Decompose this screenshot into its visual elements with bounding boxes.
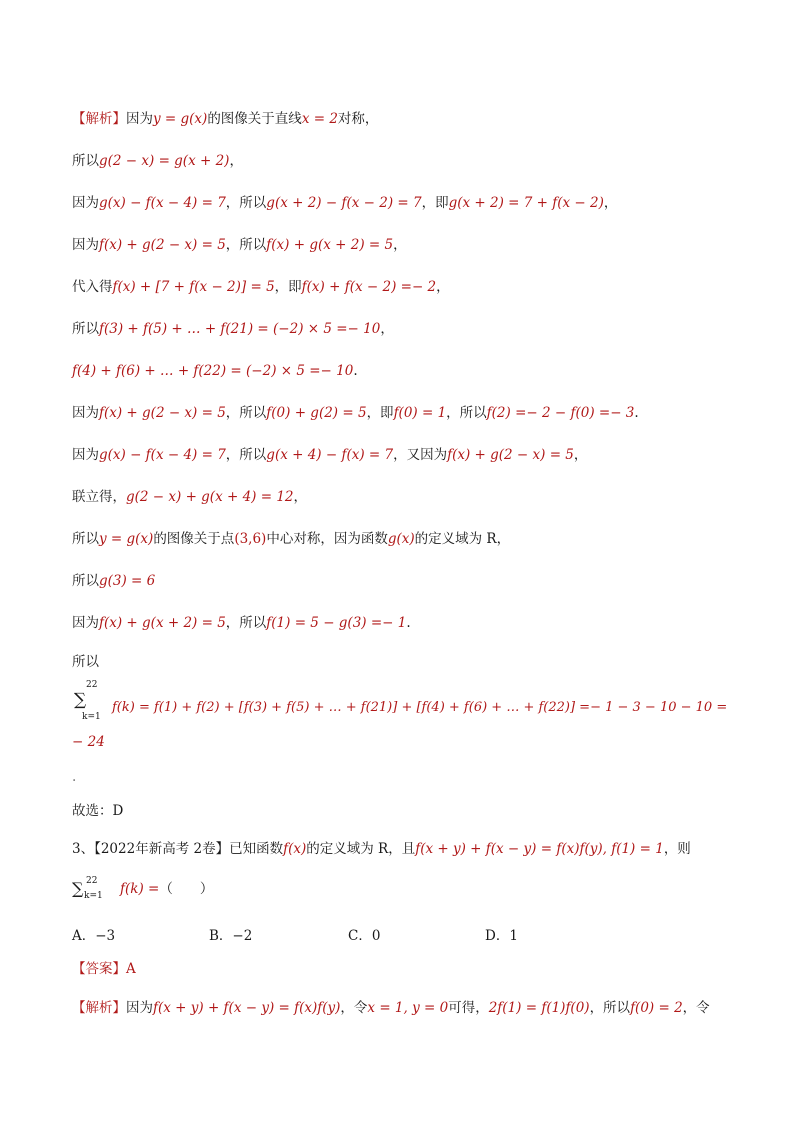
text: ，所以 bbox=[225, 615, 267, 631]
analysis-line-5 bbox=[72, 278, 450, 296]
answer-tag: 【答案】 bbox=[72, 961, 126, 977]
math-expr: f(x) + g(2 − x) = 5 bbox=[99, 237, 226, 253]
text: 的定义域为 R， bbox=[414, 531, 511, 547]
sum-upper-limit: 22 bbox=[86, 876, 98, 886]
math-expr: f(x) + g(2 − x) = 5 bbox=[447, 447, 574, 463]
math-expr: g(x) − f(x − 4) = 7 bbox=[99, 447, 226, 463]
analysis-line-8 bbox=[72, 404, 639, 422]
math-expr: x = 1, y = 0 bbox=[367, 1000, 449, 1016]
math-expr: f(1) = 5 − g(3) =− 1 bbox=[266, 615, 407, 631]
answer-value: A bbox=[126, 961, 136, 977]
math-expr: g(x + 4) − f(x) = 7 bbox=[266, 447, 394, 463]
math-expr: 2f(1) = f(1)f(0) bbox=[488, 1000, 590, 1016]
analysis-tag: 【解析】 bbox=[72, 1000, 126, 1016]
math-expr: g(2 − x) = g(x + 2) bbox=[99, 153, 230, 169]
choice-b[interactable] bbox=[209, 924, 252, 944]
sigma-icon: ∑ bbox=[72, 879, 84, 898]
analysis-line-2 bbox=[72, 152, 243, 170]
text: ， bbox=[293, 489, 308, 505]
text: 的图像关于直线 bbox=[207, 111, 302, 127]
choice-label: D． bbox=[485, 928, 510, 944]
text: ， bbox=[393, 237, 407, 253]
choice-value: −2 bbox=[232, 928, 253, 944]
choice-label: A． bbox=[72, 928, 96, 944]
text: ，又因为 bbox=[393, 447, 448, 463]
analysis-line-17 bbox=[72, 768, 76, 786]
text: ，即 bbox=[274, 279, 302, 295]
math-expr: g(x + 2) = 7 + f(x − 2) bbox=[448, 195, 604, 211]
answer-line bbox=[72, 960, 136, 978]
math-expr: f(x) + f(x − 2) =− 2 bbox=[301, 279, 437, 295]
choice-label: B． bbox=[209, 928, 233, 944]
math-expr: − 24 bbox=[72, 734, 105, 750]
text: . bbox=[353, 363, 358, 379]
text: 代入得 bbox=[72, 279, 113, 295]
selection-line bbox=[72, 802, 123, 820]
text: ， bbox=[603, 195, 618, 211]
sum-lower-limit: k=1 bbox=[82, 712, 101, 722]
text: 的定义域为 R，且 bbox=[306, 841, 416, 857]
math-expr: f(x) + g(x + 2) = 5 bbox=[99, 615, 226, 631]
math-expr: g(3) = 6 bbox=[99, 573, 156, 589]
choice-value: 1 bbox=[509, 928, 518, 944]
analysis-line-16 bbox=[72, 733, 105, 751]
sum-lower-limit: k=1 bbox=[84, 891, 103, 901]
text: ， bbox=[436, 279, 450, 295]
text: ， bbox=[229, 153, 243, 169]
math-expr: y = g(x) bbox=[153, 111, 208, 127]
text: 中心对称，因为函数 bbox=[266, 531, 388, 547]
question-stem bbox=[72, 840, 691, 858]
analysis-line-3 bbox=[72, 194, 617, 212]
text: . bbox=[72, 769, 77, 785]
choice-value: −3 bbox=[95, 928, 116, 944]
math-expr: f(k) = bbox=[120, 881, 160, 897]
text: 3、【2022年新高考 2卷】已知函数 bbox=[72, 841, 284, 857]
math-expr: f(x + y) + f(x − y) = f(x)f(y) bbox=[153, 1000, 341, 1016]
choice-a[interactable] bbox=[72, 924, 115, 944]
text: ，令 bbox=[682, 1000, 710, 1016]
math-expr: g(x) bbox=[387, 531, 415, 547]
analysis-line-15 bbox=[112, 699, 727, 717]
choice-c[interactable] bbox=[348, 924, 380, 944]
choice-d[interactable] bbox=[485, 924, 518, 944]
math-expr: f(x + y) + f(x − y) = f(x)f(y), f(1) = 1 bbox=[415, 841, 664, 857]
analysis-line-9 bbox=[72, 446, 587, 464]
analysis-line-10 bbox=[72, 488, 307, 506]
analysis-line-11 bbox=[72, 530, 510, 548]
math-expr: g(x) − f(x − 4) = 7 bbox=[99, 195, 226, 211]
math-expr: f(0) + g(2) = 5 bbox=[266, 405, 367, 421]
analysis-line-13 bbox=[72, 614, 411, 632]
question-sum-expr bbox=[120, 880, 213, 898]
math-expr: f(x) + [7 + f(x − 2)] = 5 bbox=[112, 279, 275, 295]
text: ，所以 bbox=[589, 1000, 631, 1016]
text: 因为 bbox=[72, 405, 99, 421]
text: 因为 bbox=[72, 195, 99, 211]
math-expr: g(x + 2) − f(x − 2) = 7 bbox=[266, 195, 422, 211]
math-expr: f(x) + g(x + 2) = 5 bbox=[266, 237, 394, 253]
analysis-tag: 【解析】 bbox=[72, 111, 126, 127]
text: 故选：D bbox=[72, 803, 124, 819]
text: 所以 bbox=[72, 654, 99, 670]
text: ，即 bbox=[421, 195, 449, 211]
math-expr: f(0) = 1 bbox=[393, 405, 447, 421]
text: ， bbox=[380, 321, 394, 337]
analysis-line-1 bbox=[72, 110, 378, 128]
choice-label: C． bbox=[348, 928, 372, 944]
text: 所以 bbox=[72, 321, 99, 337]
math-expr: g(2 − x) + g(x + 4) = 12 bbox=[126, 489, 294, 505]
math-expr: f(k) = f(1) + f(2) + [f(3) + f(5) + … + f(21)] + [f(4) + f(6) + … + f(22)] =− 1 − 3 − 10 − 10 = bbox=[112, 700, 728, 715]
sum-upper-limit: 22 bbox=[86, 680, 98, 690]
math-expr: f(0) = 2 bbox=[630, 1000, 683, 1016]
text: ，即 bbox=[366, 405, 394, 421]
math-expr: f(4) + f(6) + … + f(22) = (−2) × 5 =− 10 bbox=[72, 363, 354, 379]
text: ，所以 bbox=[225, 195, 267, 211]
text: ， bbox=[573, 447, 588, 463]
text: 可得， bbox=[448, 1000, 489, 1016]
math-expr: f(x) bbox=[283, 841, 307, 857]
math-expr: y = g(x) bbox=[99, 531, 154, 547]
text: ，所以 bbox=[225, 237, 267, 253]
analysis-line-12 bbox=[72, 572, 155, 590]
text: 因为 bbox=[72, 615, 99, 631]
text: . bbox=[406, 615, 411, 631]
text: 因为 bbox=[72, 447, 99, 463]
text: ，所以 bbox=[225, 447, 267, 463]
text: . bbox=[634, 405, 639, 421]
question-summation bbox=[72, 876, 102, 902]
analysis-line-14 bbox=[72, 653, 99, 671]
text: 因为 bbox=[126, 111, 153, 127]
text: 因为 bbox=[126, 1000, 153, 1016]
answer-blank: （ ） bbox=[159, 881, 214, 897]
math-expr: (3,6) bbox=[234, 531, 267, 547]
text: ，则 bbox=[663, 841, 691, 857]
analysis-line-6 bbox=[72, 320, 394, 338]
math-expr: f(3) + f(5) + … + f(21) = (−2) × 5 =− 10 bbox=[99, 321, 381, 337]
analysis-line-4 bbox=[72, 236, 407, 254]
analysis-line-7 bbox=[72, 362, 358, 380]
sigma-icon: ∑ bbox=[74, 690, 87, 710]
text: 因为 bbox=[72, 237, 99, 253]
analysis2-line bbox=[72, 999, 710, 1017]
text: 所以 bbox=[72, 531, 99, 547]
choice-value: 0 bbox=[371, 928, 381, 944]
math-expr: x = 2 bbox=[301, 111, 338, 127]
text: ，所以 bbox=[225, 405, 267, 421]
text: ，所以 bbox=[446, 405, 487, 421]
text: 联立得， bbox=[72, 489, 126, 505]
summation-symbol bbox=[72, 680, 102, 730]
text: 所以 bbox=[72, 153, 99, 169]
text: 的图像关于点 bbox=[153, 531, 235, 547]
text: 对称， bbox=[337, 111, 379, 127]
math-expr: f(2) =− 2 − f(0) =− 3 bbox=[486, 405, 635, 421]
text: 所以 bbox=[72, 573, 99, 589]
math-expr: f(x) + g(2 − x) = 5 bbox=[99, 405, 226, 421]
text: ，令 bbox=[340, 1000, 368, 1016]
